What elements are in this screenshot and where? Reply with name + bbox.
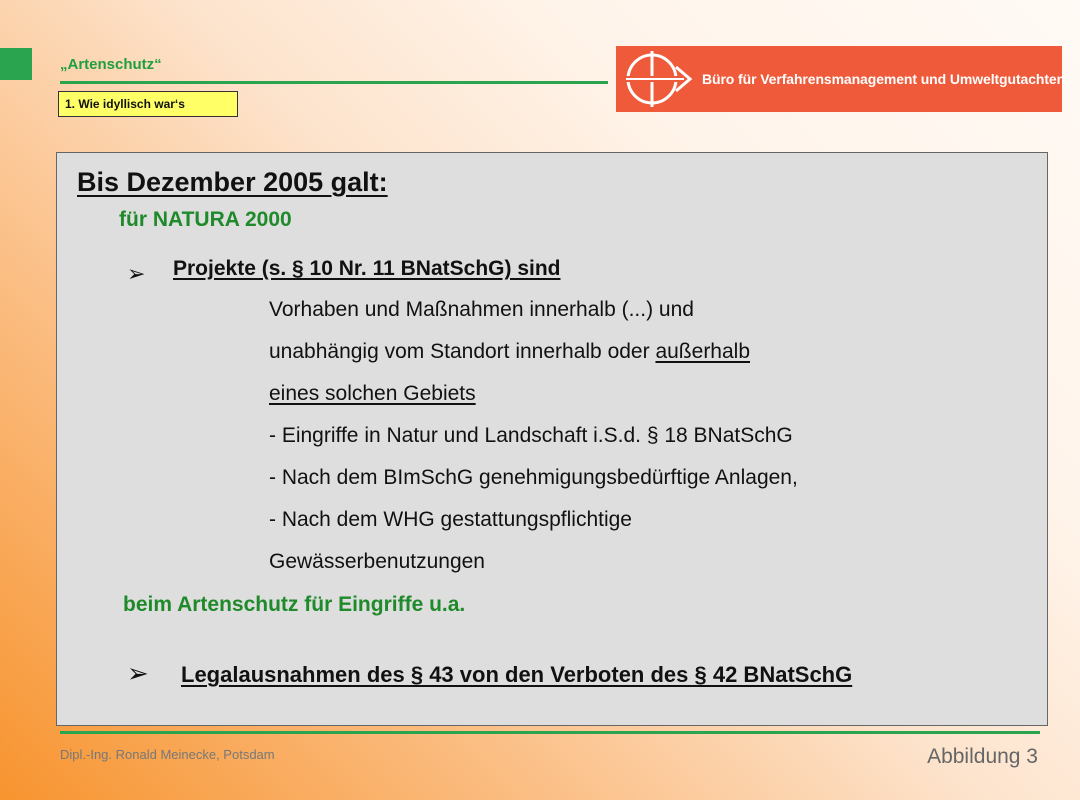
logo-symbol-icon	[622, 49, 698, 109]
artenschutz-subheading: beim Artenschutz für Eingriffe u.a.	[123, 593, 466, 616]
definition-line: eines solchen Gebiets	[269, 382, 476, 405]
logo-text: Büro für Verfahrensmanagement und Umweltgutachten	[702, 71, 1066, 87]
natura-subheading: für NATURA 2000	[119, 208, 292, 231]
projects-heading: Projekte (s. § 10 Nr. 11 BNatSchG) sind	[173, 257, 561, 280]
legal-exceptions-heading: Legalausnahmen des § 43 von den Verboten des § 42 BNatSchG	[181, 662, 853, 687]
definition-line: Vorhaben und Maßnahmen innerhalb (...) und	[269, 298, 694, 321]
footer-line	[60, 731, 1040, 734]
company-logo	[616, 46, 1066, 112]
accent-square	[0, 48, 32, 80]
panel-heading: Bis Dezember 2005 galt:	[77, 167, 388, 197]
title-underline	[60, 81, 608, 84]
definition-line: - Nach dem BImSchG genehmigungsbedürftige Anlagen,	[269, 466, 798, 489]
underlined-text: außerhalb	[655, 340, 751, 363]
arrow-bullet-icon: ➢	[127, 261, 146, 286]
definition-text: unabhängig vom Standort innerhalb oder	[269, 340, 656, 363]
definition-line	[269, 331, 798, 373]
arrow-bullet-icon: ➢	[127, 658, 149, 688]
author-credit: Dipl.-Ing. Ronald Meinecke, Potsdam	[60, 747, 275, 762]
page-title: „Artenschutz“	[60, 56, 162, 73]
figure-number: Abbildung 3	[927, 745, 1038, 768]
definition-line: - Eingriffe in Natur und Landschaft i.S.d. § 18 BNatSchG	[269, 424, 793, 447]
definition-line: - Nach dem WHG gestattungspflichtige	[269, 508, 632, 531]
projects-definition	[269, 289, 798, 583]
definition-line: Gewässerbenutzungen	[269, 550, 485, 573]
section-label: 1. Wie idyllisch war‘s	[58, 91, 238, 117]
content-panel	[56, 152, 1048, 726]
